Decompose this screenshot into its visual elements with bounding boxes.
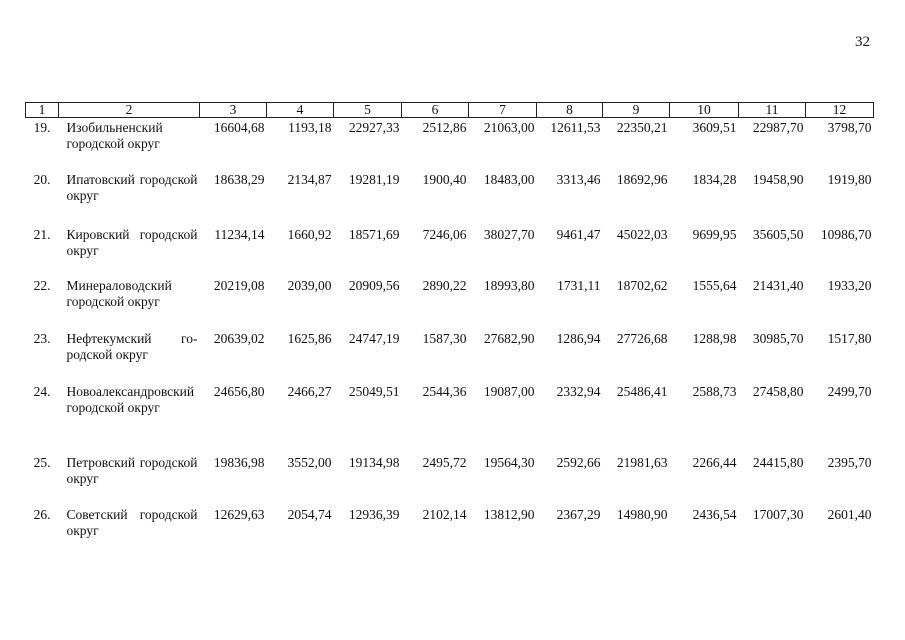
column-header: 6 — [402, 103, 469, 118]
column-header: 7 — [469, 103, 537, 118]
value-cell-col-6: 2495,72 — [422, 454, 467, 470]
value-cell-col-6: 2544,36 — [422, 383, 467, 399]
value-cell-col-5: 19281,19 — [348, 171, 400, 187]
value-cell-col-3: 20219,08 — [213, 277, 265, 293]
row-number: 26. — [33, 506, 51, 522]
value-cell-col-4: 1193,18 — [288, 120, 332, 135]
municipality-name: Петровский городской округ — [66, 454, 198, 486]
value-cell-col-12: 1933,20 — [827, 277, 872, 293]
value-cell-col-10: 2266,44 — [692, 454, 737, 470]
table-row — [26, 118, 874, 170]
municipality-name: Изобильненский городской округ — [66, 120, 163, 151]
value-cell-col-11: 24415,80 — [752, 454, 804, 470]
value-cell-col-6: 1900,40 — [422, 171, 467, 187]
table-row — [26, 329, 874, 382]
value-cell-col-7: 18483,00 — [483, 171, 535, 187]
table-row — [26, 382, 874, 453]
value-cell-col-4: 2039,00 — [287, 277, 332, 293]
column-header: 3 — [200, 103, 267, 118]
value-cell-col-4: 2054,74 — [287, 506, 332, 522]
row-number: 25. — [33, 454, 51, 470]
value-cell-col-8: 3313,46 — [556, 171, 601, 187]
value-cell-col-9: 27726,68 — [616, 330, 668, 346]
value-cell-col-3: 16604,68 — [213, 120, 265, 135]
row-number: 21. — [33, 226, 51, 242]
value-cell-col-9: 45022,03 — [616, 226, 668, 242]
value-cell-col-7: 13812,90 — [483, 506, 535, 522]
table-row — [26, 276, 874, 329]
value-cell-col-5: 19134,98 — [348, 454, 400, 470]
value-cell-col-10: 2436,54 — [692, 506, 737, 522]
table-row — [26, 453, 874, 505]
value-cell-col-10: 2588,73 — [692, 383, 737, 399]
column-header: 2 — [59, 103, 200, 118]
column-header: 10 — [670, 103, 739, 118]
page-number: 32 — [855, 34, 870, 50]
value-cell-col-4: 2134,87 — [287, 171, 332, 187]
table-row — [26, 505, 874, 557]
value-cell-col-10: 3609,51 — [692, 120, 737, 135]
value-cell-col-11: 22987,70 — [752, 120, 804, 135]
value-cell-col-10: 1834,28 — [692, 171, 737, 187]
value-cell-col-8: 2367,29 — [556, 506, 601, 522]
column-header: 4 — [267, 103, 334, 118]
value-cell-col-3: 19836,98 — [213, 454, 265, 470]
value-cell-col-10: 1288,98 — [692, 330, 737, 346]
municipality-name: Нефтекумский городской округ — [66, 330, 198, 362]
row-number: 20. — [33, 171, 51, 187]
row-number: 24. — [33, 383, 51, 399]
value-cell-col-11: 17007,30 — [752, 506, 804, 522]
municipality-name: Советский городской округ — [66, 506, 198, 538]
row-number: 19. — [33, 120, 51, 135]
value-cell-col-12: 2395,70 — [827, 454, 872, 470]
value-cell-col-3: 20639,02 — [213, 330, 265, 346]
value-cell-col-5: 18571,69 — [348, 226, 400, 242]
table-body — [26, 118, 874, 557]
value-cell-col-9: 18692,96 — [616, 171, 668, 187]
value-cell-col-9: 25486,41 — [616, 383, 668, 399]
value-cell-col-12: 10986,70 — [820, 226, 872, 242]
value-cell-col-12: 1919,80 — [827, 171, 872, 187]
row-number: 22. — [33, 277, 51, 293]
value-cell-col-4: 2466,27 — [287, 383, 332, 399]
value-cell-col-11: 19458,90 — [752, 171, 804, 187]
value-cell-col-7: 21063,00 — [483, 120, 535, 135]
value-cell-col-3: 12629,63 — [213, 506, 265, 522]
value-cell-col-5: 22927,33 — [348, 120, 400, 135]
value-cell-col-8: 2332,94 — [556, 383, 601, 399]
value-cell-col-7: 19087,00 — [483, 383, 535, 399]
value-cell-col-6: 2102,14 — [422, 506, 467, 522]
value-cell-col-9: 18702,62 — [616, 277, 668, 293]
value-cell-col-5: 20909,56 — [348, 277, 400, 293]
value-cell-col-5: 12936,39 — [348, 506, 400, 522]
value-cell-col-3: 18638,29 — [213, 171, 265, 187]
value-cell-col-6: 7246,06 — [422, 226, 467, 242]
value-cell-col-8: 2592,66 — [556, 454, 601, 470]
value-cell-col-5: 25049,51 — [348, 383, 400, 399]
value-cell-col-11: 30985,70 — [752, 330, 804, 346]
column-header: 9 — [603, 103, 670, 118]
value-cell-col-3: 11234,14 — [214, 226, 265, 242]
value-cell-col-9: 21981,63 — [616, 454, 668, 470]
value-cell-col-8: 1286,94 — [556, 330, 601, 346]
value-cell-col-4: 3552,00 — [287, 454, 332, 470]
data-table — [25, 102, 874, 557]
value-cell-col-11: 35605,50 — [752, 226, 804, 242]
value-cell-col-8: 1731,11 — [557, 277, 601, 293]
value-cell-col-9: 22350,21 — [616, 120, 668, 135]
value-cell-col-5: 24747,19 — [348, 330, 400, 346]
value-cell-col-4: 1625,86 — [287, 330, 332, 346]
table-row — [26, 225, 874, 276]
header-row — [26, 103, 874, 118]
value-cell-col-11: 21431,40 — [752, 277, 804, 293]
value-cell-col-7: 38027,70 — [483, 226, 535, 242]
value-cell-col-7: 19564,30 — [483, 454, 535, 470]
value-cell-col-10: 9699,95 — [692, 226, 737, 242]
municipality-name: Минераловодский городской округ — [66, 277, 172, 309]
column-header: 12 — [806, 103, 874, 118]
municipality-name: Кировский городской округ — [66, 226, 198, 258]
value-cell-col-6: 2512,86 — [422, 120, 467, 135]
value-cell-col-6: 1587,30 — [422, 330, 467, 346]
value-cell-col-7: 18993,80 — [483, 277, 535, 293]
column-header: 1 — [26, 103, 59, 118]
value-cell-col-8: 9461,47 — [556, 226, 601, 242]
column-header: 11 — [739, 103, 806, 118]
value-cell-col-7: 27682,90 — [483, 330, 535, 346]
value-cell-col-10: 1555,64 — [692, 277, 737, 293]
value-cell-col-3: 24656,80 — [213, 383, 265, 399]
value-cell-col-8: 12611,53 — [550, 120, 601, 135]
municipality-name: Новоалександровский городской округ — [66, 383, 195, 415]
value-cell-col-9: 14980,90 — [616, 506, 668, 522]
value-cell-col-12: 2499,70 — [827, 383, 872, 399]
value-cell-col-4: 1660,92 — [287, 226, 332, 242]
value-cell-col-11: 27458,80 — [752, 383, 804, 399]
value-cell-col-12: 2601,40 — [827, 506, 872, 522]
value-cell-col-12: 3798,70 — [827, 120, 872, 135]
column-header: 8 — [537, 103, 603, 118]
row-number: 23. — [33, 330, 51, 346]
value-cell-col-6: 2890,22 — [422, 277, 467, 293]
column-header: 5 — [334, 103, 402, 118]
table-row — [26, 170, 874, 225]
value-cell-col-12: 1517,80 — [827, 330, 872, 346]
municipality-name: Ипатовский городской округ — [66, 171, 198, 203]
